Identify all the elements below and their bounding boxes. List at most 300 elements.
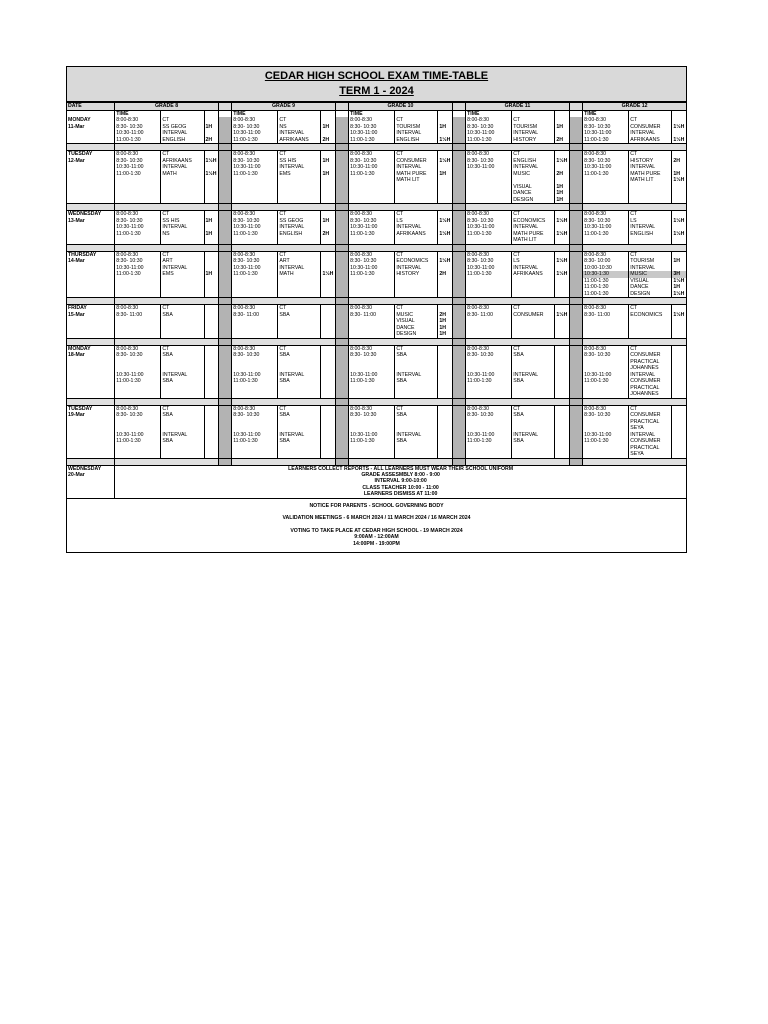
exam-duration	[555, 305, 569, 312]
exam-subject: VISUAL	[629, 278, 672, 285]
exam-duration	[438, 251, 452, 258]
exam-subject: SBA	[512, 438, 555, 445]
exam-duration	[438, 405, 452, 412]
column-gap	[569, 345, 582, 352]
exam-subject: SBA	[512, 412, 555, 419]
exam-subject: JOHANNES	[629, 365, 672, 372]
exam-duration	[321, 291, 335, 298]
exam-duration: 1½H	[322, 271, 334, 277]
day-date: 11-Mar	[67, 124, 115, 131]
separator-cell	[115, 244, 219, 251]
separator-cell	[466, 458, 570, 465]
column-gap	[452, 103, 465, 111]
column-gap	[335, 298, 348, 305]
exam-time: 10:30-11:00	[466, 372, 512, 379]
day-date: 14-Mar	[67, 258, 115, 265]
exam-subject: INTERVAL	[395, 164, 438, 171]
exam-duration	[555, 405, 569, 412]
column-gap	[218, 451, 231, 458]
exam-time: 8:30- 10:30	[115, 412, 161, 419]
exam-duration	[555, 237, 569, 244]
exam-duration: 1H	[204, 218, 218, 225]
exam-time: 11:00-1:30	[349, 378, 395, 385]
column-gap	[335, 151, 348, 158]
day-cell-blank	[67, 391, 115, 398]
exam-subject: CT	[512, 305, 555, 312]
exam-subject	[395, 291, 438, 298]
exam-time: 8:30- 10:30	[349, 158, 395, 165]
column-gap	[452, 237, 465, 244]
exam-duration: 3H	[672, 271, 687, 278]
exam-time: 8:00-8:30	[232, 405, 278, 412]
exam-time: 8:30- 11:00	[232, 312, 278, 319]
separator-cell	[115, 398, 219, 405]
exam-subject: CT	[512, 345, 555, 352]
exam-duration	[321, 305, 335, 312]
exam-subject: SBA	[161, 352, 204, 359]
exam-subject: ENGLISH	[395, 137, 438, 144]
exam-subject: SBA	[395, 352, 438, 359]
exam-subject: CONSUMER	[629, 124, 672, 131]
column-gap	[452, 331, 465, 338]
exam-duration	[204, 197, 218, 204]
exam-duration: 1½H	[556, 230, 568, 237]
hours-header-blank	[438, 110, 452, 117]
exam-subject: SBA	[278, 312, 321, 319]
exam-subject: SBA	[161, 312, 204, 319]
exam-subject: VISUAL	[512, 184, 555, 191]
grade-header: GRADE 12	[583, 103, 687, 111]
exam-subject: INTERVAL	[629, 224, 672, 231]
exam-time: 8:00-8:30	[583, 151, 629, 158]
exam-duration: 2H	[321, 137, 335, 144]
column-gap	[335, 103, 348, 111]
column-gap	[569, 458, 582, 465]
exam-subject: MUSIC	[629, 271, 672, 278]
exam-time	[115, 237, 161, 244]
exam-time: 8:00-8:30	[232, 211, 278, 218]
column-gap	[569, 298, 582, 305]
exam-time: 8:00-8:30	[466, 345, 512, 352]
grade-header: GRADE 11	[466, 103, 570, 111]
exam-time: 11:00-1:30	[466, 271, 512, 278]
exam-time: 10:30-11:00	[115, 432, 161, 439]
exam-time: 8:00-8:30	[349, 405, 395, 412]
column-gap	[452, 398, 465, 405]
table-row	[67, 151, 687, 158]
exam-time: 10:30-11:00	[232, 372, 278, 379]
exam-subject: CT	[161, 405, 204, 412]
exam-timetable-sheet	[66, 66, 687, 553]
exam-duration: 1H	[438, 331, 452, 338]
day-cell-blank	[67, 331, 115, 338]
exam-time	[583, 237, 629, 244]
subject-header-blank	[278, 110, 321, 117]
exam-time: 11:00-1:30	[232, 231, 278, 238]
exam-subject: NS	[161, 231, 204, 238]
time-header: TIME	[466, 110, 512, 117]
day-cell-blank	[67, 451, 115, 458]
exam-time: 10:30-11:00	[466, 164, 512, 171]
exam-subject: CONSUMER	[629, 378, 672, 385]
exam-subject: AFRIKAANS	[512, 271, 555, 278]
exam-duration	[321, 211, 335, 218]
separator-cell	[115, 458, 219, 465]
exam-time: 8:30- 10:30	[583, 412, 629, 419]
exam-subject	[278, 237, 321, 244]
exam-time: 8:00-8:30	[583, 305, 629, 312]
exam-time: 10:30-11:00	[466, 130, 512, 137]
exam-duration: 1½H	[672, 177, 687, 184]
exam-time: 10:30-11:00	[349, 130, 395, 137]
notice-validation: VALIDATION MEETINGS - 6 MARCH 2024 / 11 MARCH 2024 / 16 MARCH 2024	[282, 515, 471, 522]
column-gap	[335, 405, 348, 412]
exam-time: 8:00-8:30	[349, 117, 395, 124]
exam-time: 10:30-11:00	[232, 164, 278, 171]
exam-duration: 1H	[321, 158, 335, 165]
column-gap	[452, 338, 465, 345]
exam-subject: CT	[395, 251, 438, 258]
exam-time: 8:00-8:30	[115, 151, 161, 158]
exam-subject	[161, 291, 204, 298]
column-gap	[452, 391, 465, 398]
exam-subject: INTERVAL	[161, 265, 204, 272]
notice-time: 14:00PM - 19:00PM	[353, 540, 400, 547]
day-name: MONDAY	[67, 345, 115, 352]
exam-subject: CT	[629, 211, 672, 218]
exam-time	[349, 291, 395, 298]
day-name: TUESDAY	[67, 151, 115, 158]
exam-duration: 1½H	[439, 157, 451, 164]
exam-duration: 1H	[438, 325, 452, 332]
separator-cell	[349, 298, 453, 305]
exam-time: 8:30- 10:30	[232, 412, 278, 419]
column-gap	[335, 244, 348, 251]
column-gap	[452, 305, 465, 312]
subject-header-blank	[629, 110, 672, 117]
column-gap	[335, 458, 348, 465]
exam-time: 11:00-1:30	[349, 231, 395, 238]
notice-row	[67, 498, 687, 552]
exam-duration: 1½H	[556, 271, 568, 277]
separator-cell	[67, 204, 115, 211]
day-name: TUESDAY	[67, 405, 115, 412]
exam-time: 8:30- 10:30	[466, 412, 512, 419]
exam-time: 10:30-11:00	[115, 224, 161, 231]
separator-cell	[466, 144, 570, 151]
exam-subject: CONSUMER	[629, 438, 672, 445]
exam-time: 10:30-11:00	[349, 265, 395, 272]
exam-subject	[629, 237, 672, 244]
exam-subject: PRACTICAL	[629, 445, 672, 452]
exam-subject: INTERVAL	[395, 130, 438, 137]
column-gap	[218, 338, 231, 345]
exam-duration	[672, 451, 687, 458]
exam-subject: EMS	[278, 171, 321, 178]
exam-time: 10:30-11:00	[583, 130, 629, 137]
day-name: WEDNESDAY	[67, 211, 115, 218]
exam-subject: CT	[395, 405, 438, 412]
title-box	[66, 66, 687, 102]
exam-time: 11:00-1:30	[115, 438, 161, 445]
separator-cell	[583, 398, 687, 405]
day-date: 12-Mar	[67, 158, 115, 165]
exam-subject: ENGLISH	[512, 158, 555, 165]
exam-duration: 1H	[321, 124, 335, 131]
column-gap	[335, 291, 348, 298]
exam-duration: 1H	[555, 184, 569, 191]
exam-time: 10:30-11:00	[115, 265, 161, 272]
exam-subject: HISTORY	[512, 137, 555, 144]
exam-duration	[672, 237, 687, 244]
exam-subject: MATH LIT	[512, 237, 555, 244]
subject-header-blank	[395, 110, 438, 117]
exam-duration	[672, 151, 687, 158]
page-title: CEDAR HIGH SCHOOL EXAM TIME-TABLE	[264, 70, 489, 82]
column-gap	[335, 237, 348, 244]
exam-subject	[161, 197, 204, 204]
exam-time: 11:00-1:30	[583, 231, 629, 238]
exam-subject: CT	[161, 151, 204, 158]
notes-line: GRADE ASSESMBLY 8:00 - 9:00	[361, 471, 440, 478]
column-gap	[218, 331, 231, 338]
table-row	[67, 305, 687, 312]
exam-duration: 1½H	[672, 218, 687, 225]
exam-duration	[555, 151, 569, 158]
column-gap	[569, 144, 582, 151]
exam-subject: INTERVAL	[395, 432, 438, 439]
exam-subject: MUSIC	[512, 171, 555, 178]
exam-time: 10:30-11:00	[349, 164, 395, 171]
exam-subject: MATH PURE	[512, 231, 555, 238]
exam-subject: MATH LIT	[629, 177, 672, 184]
exam-time: 10:00-10:30	[583, 265, 629, 272]
column-gap	[452, 144, 465, 151]
separator-cell	[466, 338, 570, 345]
notice-time: 9:00AM - 12:00AM	[354, 534, 399, 541]
column-gap	[569, 197, 582, 204]
exam-subject: CT	[512, 151, 555, 158]
exam-subject: ENGLISH	[161, 137, 204, 144]
exam-time: 8:30- 11:00	[466, 312, 512, 319]
exam-time: 11:00-1:30	[232, 438, 278, 445]
exam-duration: 2H	[555, 137, 569, 144]
exam-subject	[161, 237, 204, 244]
exam-duration: 1H	[672, 171, 687, 178]
time-header: TIME	[583, 110, 629, 117]
exam-time: 8:00-8:30	[232, 251, 278, 258]
exam-duration	[672, 251, 687, 258]
exam-duration	[555, 211, 569, 218]
exam-subject: INTERVAL	[512, 164, 555, 171]
day-name: THURSDAY	[67, 251, 115, 258]
exam-time: 8:00-8:30	[115, 305, 161, 312]
exam-subject: MATH LIT	[395, 177, 438, 184]
exam-time: 8:00-8:30	[115, 405, 161, 412]
exam-duration	[438, 151, 452, 158]
exam-time: 10:30-11:00	[232, 432, 278, 439]
exam-subject: ENGLISH	[629, 231, 672, 238]
exam-time: 11:00-1:30	[466, 137, 512, 144]
exam-time	[349, 237, 395, 244]
exam-subject: INTERVAL	[278, 164, 321, 171]
exam-time: 8:00-8:30	[232, 151, 278, 158]
exam-duration	[204, 451, 218, 458]
day-separator	[67, 398, 687, 405]
day-separator	[67, 244, 687, 251]
exam-time: 10:30-11:00	[115, 164, 161, 171]
exam-subject: SBA	[512, 378, 555, 385]
exam-subject: INTERVAL	[629, 164, 672, 171]
day-separator	[67, 144, 687, 151]
separator-cell	[349, 458, 453, 465]
exam-subject	[395, 391, 438, 398]
exam-duration	[555, 451, 569, 458]
exam-subject: MATH PURE	[629, 171, 672, 178]
exam-duration	[555, 345, 569, 352]
exam-time	[466, 391, 512, 398]
day-separator	[67, 204, 687, 211]
exam-duration: 2H	[204, 137, 218, 144]
exam-subject: CT	[278, 211, 321, 218]
separator-cell	[115, 338, 219, 345]
exam-duration	[438, 451, 452, 458]
column-gap	[218, 405, 231, 412]
exam-time: 10:30-1:30	[583, 271, 629, 278]
separator-cell	[583, 204, 687, 211]
separator-cell	[583, 338, 687, 345]
exam-time: 11:00-1:30	[349, 171, 395, 178]
exam-time: 10:30-11:00	[583, 224, 629, 231]
exam-duration	[438, 237, 452, 244]
exam-duration	[321, 451, 335, 458]
exam-time: 8:30- 10:30	[466, 258, 512, 265]
column-gap	[335, 197, 348, 204]
column-gap	[218, 244, 231, 251]
exam-subject: CT	[512, 405, 555, 412]
separator-cell	[349, 204, 453, 211]
exam-subject: INTERVAL	[512, 432, 555, 439]
column-gap	[569, 211, 582, 218]
exam-time	[232, 197, 278, 204]
exam-subject: ECONOMICS	[395, 258, 438, 265]
table-row	[67, 211, 687, 218]
column-gap	[335, 137, 348, 144]
exam-time	[466, 197, 512, 204]
exam-time: 8:00-8:30	[583, 251, 629, 258]
time-header: TIME	[232, 110, 278, 117]
exam-subject	[278, 331, 321, 338]
exam-duration	[672, 197, 687, 204]
exam-subject: ART	[161, 258, 204, 265]
exam-subject: DANCE	[395, 325, 438, 332]
exam-subject: CT	[278, 151, 321, 158]
separator-cell	[583, 298, 687, 305]
column-gap	[218, 137, 231, 144]
exam-time: 8:30- 10:30	[232, 258, 278, 265]
column-gap	[452, 298, 465, 305]
exam-subject: INTERVAL	[512, 372, 555, 379]
exam-time: 8:30- 10:30	[466, 158, 512, 165]
separator-cell	[67, 458, 115, 465]
exam-subject: INTERVAL	[395, 224, 438, 231]
separator-cell	[232, 204, 336, 211]
day-separator	[67, 338, 687, 345]
exam-duration: 1½H	[439, 258, 451, 264]
exam-subject: SBA	[512, 352, 555, 359]
column-gap	[218, 204, 231, 211]
exam-time: 11:00-1:30	[349, 137, 395, 144]
day-date: 20-Mar	[68, 472, 85, 478]
exam-subject: INTERVAL	[629, 265, 672, 272]
exam-subject: CT	[161, 305, 204, 312]
exam-duration: 1H	[321, 218, 335, 225]
column-gap	[335, 398, 348, 405]
exam-duration	[321, 405, 335, 412]
exam-time	[466, 331, 512, 338]
exam-duration: 1½H	[439, 136, 451, 143]
exam-time: 11:00-1:30	[232, 137, 278, 144]
exam-duration: 1½H	[672, 291, 687, 298]
exam-time: 10:30-11:00	[349, 224, 395, 231]
exam-subject: INTERVAL	[161, 164, 204, 171]
exam-time: 8:00-8:30	[466, 151, 512, 158]
exam-duration	[672, 305, 687, 312]
grade-header: GRADE 9	[232, 103, 336, 111]
exam-subject: VISUAL	[395, 318, 438, 325]
exam-time: 8:00-8:30	[349, 211, 395, 218]
exam-subject: DESIGN	[629, 291, 672, 298]
day-date: 15-Mar	[67, 312, 115, 319]
exam-time	[583, 197, 629, 204]
exam-time: 8:00-8:30	[466, 251, 512, 258]
exam-subject: CONSUMER	[512, 312, 555, 319]
exam-subject: INTERVAL	[629, 432, 672, 439]
exam-duration: 1H	[555, 190, 569, 197]
hours-header-blank	[204, 110, 218, 117]
exam-time: 11:00-1:30	[466, 378, 512, 385]
exam-subject: SEYA	[629, 425, 672, 432]
exam-time	[349, 331, 395, 338]
exam-time	[466, 451, 512, 458]
exam-duration	[204, 237, 218, 244]
exam-time: 8:00-8:30	[115, 211, 161, 218]
exam-subject: PRACTICAL	[629, 359, 672, 366]
separator-cell	[232, 398, 336, 405]
exam-time: 8:30- 10:30	[349, 258, 395, 265]
exam-subject	[629, 331, 672, 338]
exam-subject: SBA	[395, 438, 438, 445]
exam-subject	[161, 451, 204, 458]
exam-duration	[672, 211, 687, 218]
exam-time: 11:00-1:30	[115, 271, 161, 278]
exam-subject	[278, 291, 321, 298]
exam-time	[115, 197, 161, 204]
subject-header-blank	[161, 110, 204, 117]
exam-time	[466, 237, 512, 244]
exam-subject: CT	[278, 251, 321, 258]
separator-cell	[349, 338, 453, 345]
exam-duration: 1½H	[672, 137, 687, 144]
day-cell-blank	[67, 291, 115, 298]
exam-subject	[278, 451, 321, 458]
notes-line: LEARNERS COLLECT REPORTS - ALL LEARNERS MUST WEAR THEIR SCHOOL UNIFORM	[288, 465, 514, 472]
exam-subject: INTERVAL	[161, 130, 204, 137]
table-row	[67, 331, 687, 338]
exam-subject: SS HIS	[161, 218, 204, 225]
exam-time: 8:00-8:30	[583, 211, 629, 218]
exam-subject: SEYA	[629, 451, 672, 458]
